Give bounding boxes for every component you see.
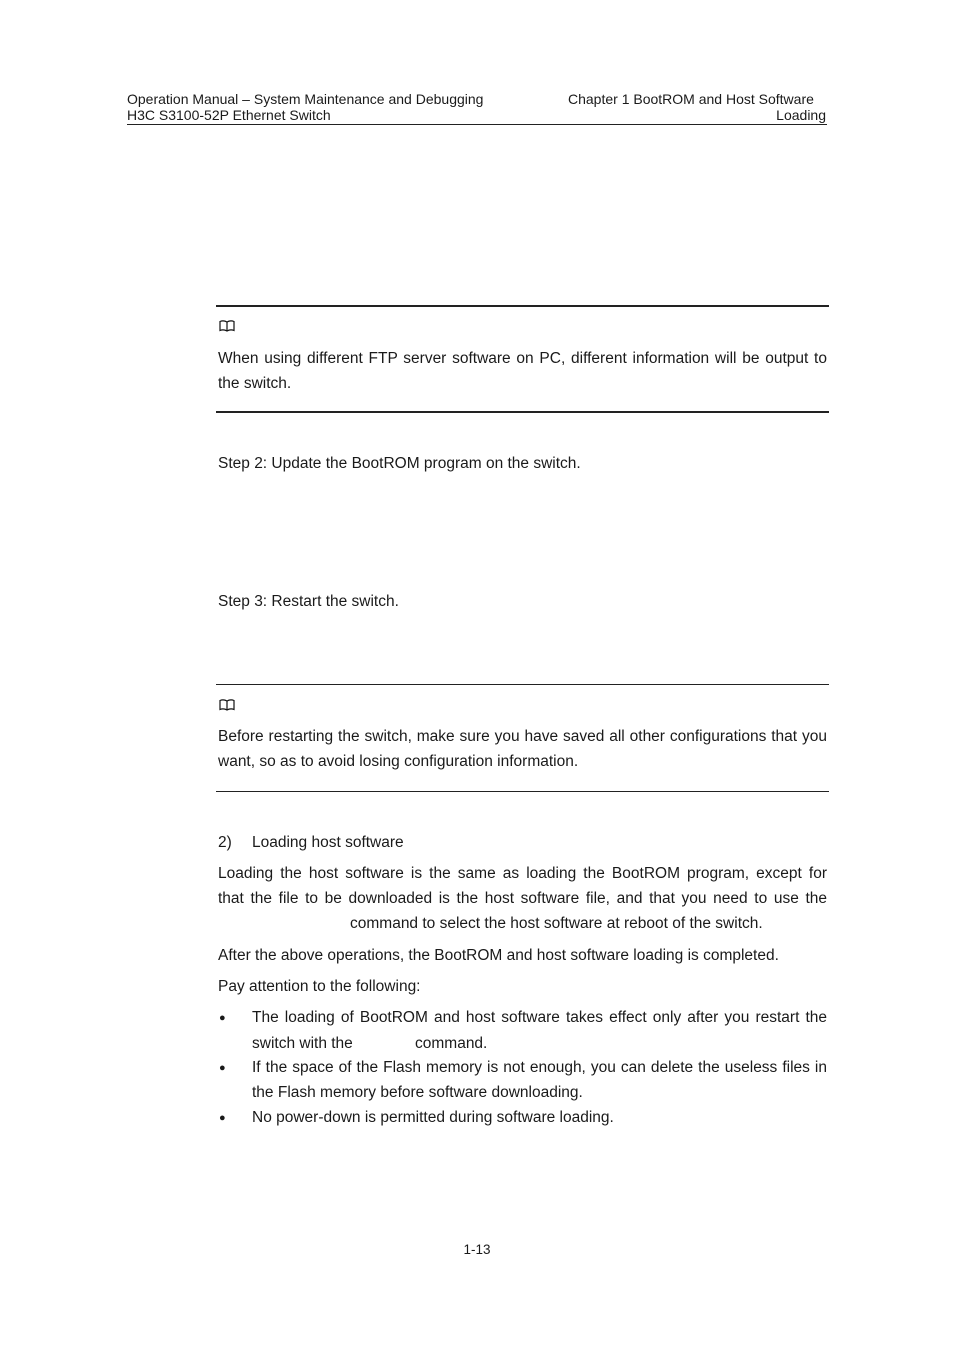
bullet1-line1: The loading of BootROM and host software takes effect only after you restart the [252, 1009, 827, 1026]
para2-text: After the above operations, the BootROM and host software loading is completed. [218, 947, 779, 964]
header-right-line1: Chapter 1 BootROM and Host Software [568, 91, 814, 107]
note1-top-rule [216, 305, 829, 307]
para3-text: Pay attention to the following: [218, 978, 421, 995]
header-left-line1: Operation Manual – System Maintenance and Debugging [127, 91, 484, 107]
bullet1-line2b: command. [415, 1035, 488, 1052]
header-right-line2: Loading [776, 107, 826, 123]
note1-bottom-rule [216, 411, 829, 413]
para1-line1: Loading the host software is the same as loading the BootROM program, except for [218, 865, 827, 882]
bullet1-line2a: switch with the [252, 1035, 353, 1052]
section-title: Loading host software [252, 834, 404, 851]
section-number: 2) [218, 834, 232, 851]
step2-text: Step 2: Update the BootROM program on the switch. [218, 455, 581, 472]
page-number: 1-13 [463, 1242, 491, 1257]
book-icon [219, 320, 235, 332]
note2-top-rule [216, 684, 829, 685]
para1-line2: that the file to be downloaded is the host software file, and that you need to use the [218, 890, 827, 907]
bullet3-text: No power-down is permitted during software loading. [252, 1109, 614, 1126]
note2-text: Before restarting the switch, make sure you have saved all other configurations that you want, so as to avoid losing configuration information. [218, 728, 827, 770]
bullet-dot-2: ● [219, 1062, 226, 1074]
header-left-line2: H3C S3100-52P Ethernet Switch [127, 107, 331, 123]
bullet-dot-1: ● [219, 1012, 226, 1024]
step3-text: Step 3: Restart the switch. [218, 593, 399, 610]
book-icon [219, 699, 235, 711]
para1-line3: command to select the host software at reboot of the switch. [350, 915, 763, 932]
bullet-dot-3: ● [219, 1112, 226, 1124]
bullet2-text: If the space of the Flash memory is not enough, you can delete the useless files in the Flash memory before software downloading. [252, 1059, 827, 1101]
header-rule [127, 124, 827, 125]
note1-text: When using different FTP server software on PC, different information will be output to the switch. [218, 350, 827, 392]
note2-bottom-rule [216, 791, 829, 792]
